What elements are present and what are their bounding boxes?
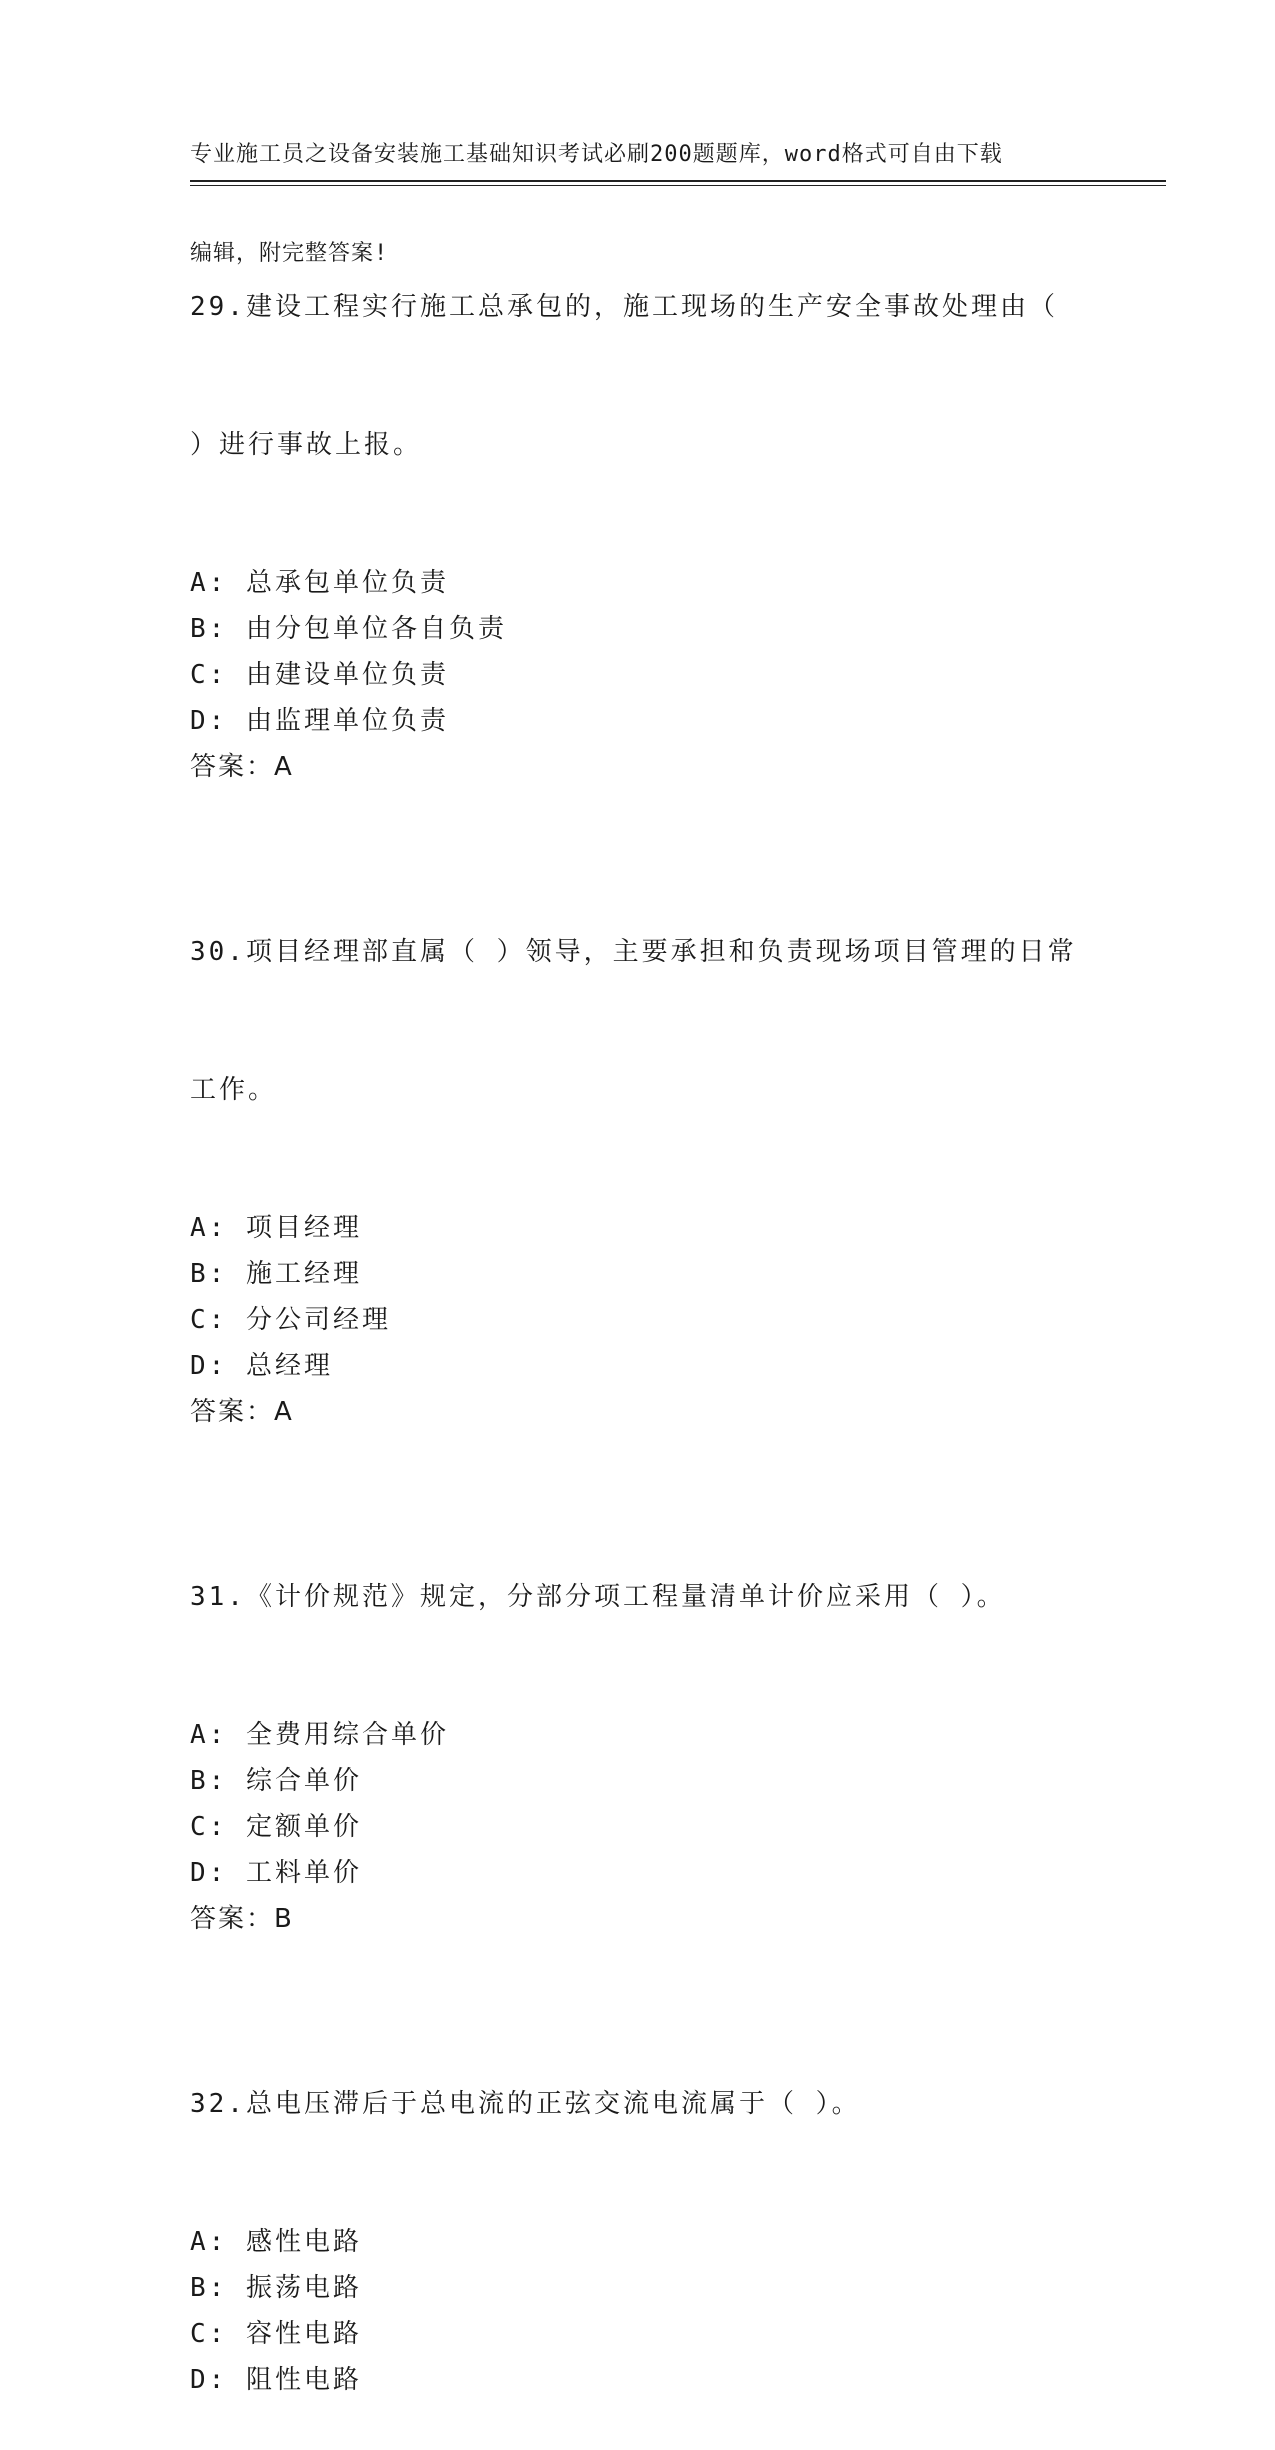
header-divider-thick xyxy=(190,180,1166,182)
option-a: A: 全费用综合单价 xyxy=(190,1720,449,1750)
option-d: D: 总经理 xyxy=(190,1351,333,1381)
answer-label: 答案：A xyxy=(190,752,294,782)
option-c: C: 定额单价 xyxy=(190,1812,362,1842)
option-b: B: 综合单价 xyxy=(190,1766,362,1796)
question-32 xyxy=(190,1989,1090,2403)
option-a: A: 总承包单位负责 xyxy=(190,568,449,598)
option-c: C: 容性电路 xyxy=(190,2319,362,2349)
question-31 xyxy=(190,1482,1090,1942)
header-line-2: 编辑，附完整答案! xyxy=(190,241,389,266)
question-text-line: 30.项目经理部直属（ ）领导，主要承担和负责现场项目管理的日常 xyxy=(190,937,1077,967)
question-29 xyxy=(190,192,1090,790)
answer-label: 答案：B xyxy=(190,1904,294,1934)
question-text-line: 31.《计价规范》规定，分部分项工程量清单计价应采用（ ）。 xyxy=(190,1582,1006,1612)
option-d: D: 由监理单位负责 xyxy=(190,706,449,736)
option-a: A: 感性电路 xyxy=(190,2227,362,2257)
question-text-line: 工作。 xyxy=(190,1075,278,1105)
question-text xyxy=(190,1482,1090,1712)
question-text-line: 29.建设工程实行施工总承包的，施工现场的生产安全事故处理由（ xyxy=(190,292,1058,322)
option-c: C: 由建设单位负责 xyxy=(190,660,449,690)
question-text-line: ）进行事故上报。 xyxy=(190,430,423,460)
option-b: B: 振荡电路 xyxy=(190,2273,362,2303)
header-line-1: 专业施工员之设备安装施工基础知识考试必刷200题题库，word格式可自由下载 xyxy=(190,142,1003,167)
question-text xyxy=(190,837,1090,1205)
question-text xyxy=(190,1989,1090,2219)
option-b: B: 由分包单位各自负责 xyxy=(190,614,507,644)
option-a: A: 项目经理 xyxy=(190,1213,362,1243)
answer-label: 答案：A xyxy=(190,1397,294,1427)
header-divider-thin xyxy=(190,185,1166,186)
option-d: D: 工料单价 xyxy=(190,1858,362,1888)
question-text xyxy=(190,192,1090,560)
option-d: D: 阻性电路 xyxy=(190,2365,362,2395)
question-30 xyxy=(190,837,1090,1435)
option-c: C: 分公司经理 xyxy=(190,1305,391,1335)
question-text-line: 32.总电压滞后于总电流的正弦交流电流属于（ ）。 xyxy=(190,2089,861,2119)
option-b: B: 施工经理 xyxy=(190,1259,362,1289)
question-list xyxy=(190,192,1090,2450)
